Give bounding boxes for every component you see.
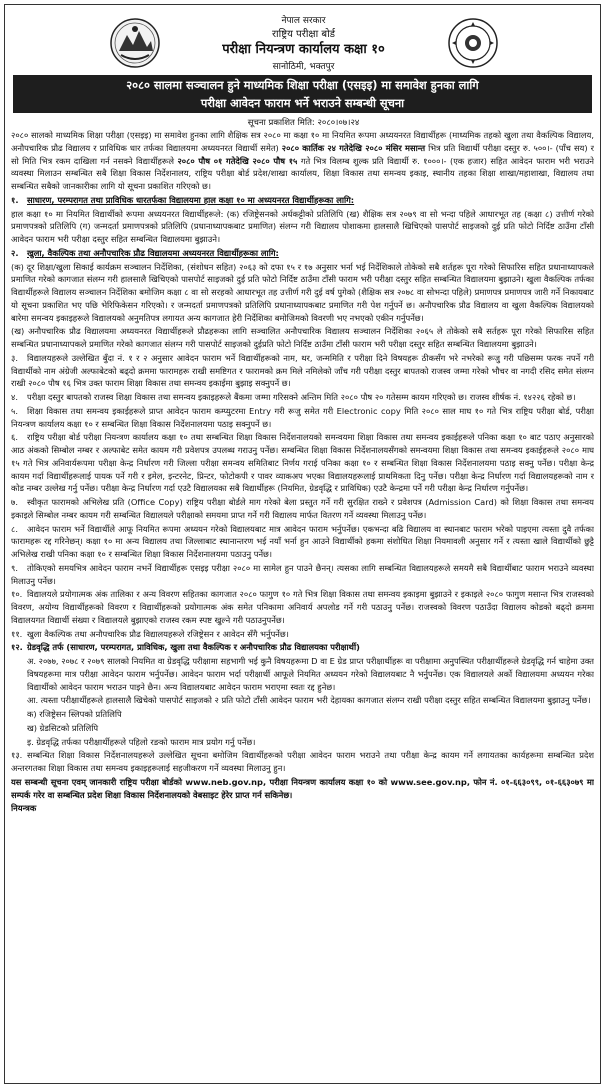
contact-info: यस सम्बन्धी सूचना एवम् जानकारी राष्ट्रिय परीक्षा बोर्डको www.neb.gov.np, परीक्षा नियन्त्रण कार्यालय कक्षा १० को www.see.gov.np, फोन नं. ०१-६६३०९९, ०१-६६३०७९ मा सम्पर्क गरेर वा सम्बन्धित प्रदेश शिक्षा विकास निर्देशनालयको वेबसाइट हेरेर प्राप्त गर्न सकिनेछ। bbox=[11, 776, 594, 800]
grade-a: अ. २०७७, २०७८ र २०७९ सालको नियमित वा ग्रेडवृद्धि परीक्षामा सहभागी भई कुनै विषयहरूमा D वा E ग्रेड प्राप्त परीक्षार्थीहरू वा परीक्षामा अनुपस्थित परीक्षार्थीहरूले ग्रेडवृद्धि गर्न चाहेमा उक्त विषयहरूमा मात्र परीक्षा आवेदन फाराम भर्नुपर्नेछ। आवेदन फाराम भर्दा परीक्षार्थी आफूले नियमित अध्ययन गरेको विद्यालयबाट नै भर्नुपर्नेछ। एक विद्यालयले अर्को विद्यालयमा अध्ययन गरेका विद्यार्थीको आवेदन फाराम भराउन पाइने छैन। अन्य विद्यालयबाट आवेदन फाराम भराएमा स्वतः रद्द हुनेछ। bbox=[27, 656, 594, 692]
item-6: ६. राष्ट्रिय परीक्षा बोर्ड परीक्षा नियन्त्रण कार्यालय कक्षा १० तथा सम्बन्धित शिक्षा विकास निर्देशनालयको समन्वयमा शिक्षा विकास तथा समन्वय इकाईहरूले पनिका कक्षा १० बाट पठाए अनुसारको आठ अंकको सिम्बोल नम्बर र अल्फाबेट समेत कायम गरी प्रवेशपत्र उपलब्ध गराउनु पर्नेछ। सम्बन्धित शिक्षा विकास निर्देशनालयसँगको समन्वयमा शिक्षा विकास तथा समन्वय इकाईहरूले २०८० माघ १५ गते भित्र अनिवार्यरूपमा परीक्षा केन्द्र निर्धारण गरी जिल्ला परीक्षा समन्वय समितिबाट निर्णय गराई पनिका कक्षा १० र सम्बन्धित शिक्षा विकास निर्देशनालयमा पठाइ सक्नु पर्नेछ। परीक्षा केन्द्र कायम गर्दा विद्यार्थीहरूलाई पायक पर्ने गरी र इमेल, इन्टरनेट, प्रिन्टर, फोटोकपी र पावर व्याकअप भएका विद्यालयहरूलाई प्राथमिकता दिनु पर्नेछ। परीक्षा केन्द्र निर्धारण गर्दा विद्यालयहरूको नाम र कोड नम्बर उल्लेख गर्नु पर्नेछ। परीक्षा केन्द्र निर्धारण गर्दा एउटै विद्यालयका सबै विद्यार्थीहरू (नियमित, ग्रेडवृद्धि र प्राविधिक) एउटै केन्द्रमा पर्ने गरी परीक्षा केन्द्र निर्धारण गर्नुपर्नेछ। bbox=[11, 432, 594, 494]
title-line-1: २०८० सालमा सञ्चालन हुने माध्यमिक शिक्षा परीक्षा (एसइइ) मा समावेश हुनका लागि bbox=[126, 78, 479, 92]
notice-title-banner bbox=[13, 75, 592, 113]
grade-i: इ. ग्रेडवृद्धि तर्फका परीक्षार्थीहरूले पहिलो रङको फाराम मात्र प्रयोग गर्नु पर्नेछ। bbox=[27, 736, 256, 747]
item-7: ७. स्वीकृत फारामको अभिलेख प्रति (Office Copy) राष्ट्रिय परीक्षा बोर्डले माग गरेको बेला प्रस्तुत गर्ने गरी सुरक्षित राख्ने र प्रवेशपत्र (Admission Card) को शिक्षा विकास तथा समन्वय इकाइले सिम्बोल नम्बर कायम गरी सम्बन्धित विद्यालयले परीक्षाको समयमा प्राप्त गर्ने गरी विद्यालय मार्फत वितरण गर्ने व्यवस्था मिलाउनु पर्नेछ। bbox=[11, 497, 594, 520]
notice-frame bbox=[4, 4, 601, 1084]
item-12: १२. ग्रेडवृद्धि तर्फ (साधारण, परम्परागत, प्राविधिक, खुला तथा वैकल्पिक र अनौपचारिक प्रौढ विद्यालयका परीक्षार्थी) bbox=[11, 642, 360, 653]
office-name: परीक्षा नियन्त्रण कार्यालय कक्षा १० bbox=[222, 42, 385, 57]
grade-ka: क) रजिष्ट्रेसन स्लिपको प्रतिलिपि bbox=[27, 709, 122, 719]
intro-paragraph: २०८० सालको माध्यमिक शिक्षा परीक्षा (एसइइ) मा समावेश हुनका लागि शैक्षिक सत्र २०८० मा कक्षा १० मा नियमित रूपमा अध्ययनरत विद्यार्थीहरू (माध्यमिक तहको खुला तथा वैकल्पिक विद्यालय, अनौपचारिक प्रौढ विद्यालय र प्राविधिक धार तर्फका विद्यालयमा अध्ययनरत विद्यार्थी समेत) २०८० कार्तिक २४ गतेदेखि २०८० मंसिर मसान्त भित्र प्रति विद्यार्थी परीक्षा दस्तुर रु. ५००।- (पाँच सय) र सो मिति भित्र रकम दाखिला गर्न नसक्ने विद्यार्थीहरूले २०८० पौष ०१ गतेदेखि २०८० पौष १५ गते भित्र विलम्ब शुल्क प्रति विद्यार्थी रु. १०००।- (एक हजार) सहित आवेदन फाराम भरी भराउने व्यवस्था मिलाउन सम्बन्धित सबै शिक्षा विकास निर्देशनालय, राष्ट्रिय परीक्षा बोर्ड प्रदेश/शाखा कार्यालय, शिक्षा विकास तथा समन्वय इकाइ, स्थानीय तहका शिक्षा शाखा/महाशाखा, विद्यालय तथा सम्बन्धित सबैको जानकारीका लागि यो सूचना प्रकाशित गरिएको छ। bbox=[11, 130, 594, 191]
section-1-title: १. साधारण, परम्परागत तथा प्राविधिक धारतर्फका विद्यालयमा हाल कक्षा १० मा अध्ययनरत विद्यार्थीहरूका लागि: bbox=[11, 194, 355, 205]
government-name: नेपाल सरकार bbox=[281, 16, 326, 26]
notice-body bbox=[11, 129, 594, 816]
office-location: सानोठिमी, भक्तपुर bbox=[272, 62, 335, 72]
published-date: सूचना प्रकाशित मिति: २०८०।०७।२४ bbox=[247, 118, 360, 128]
item-10: १०. विद्यालयले प्रयोगात्मक अंक तालिका र अन्य विवरण सहितका कागजात २०८० फागुण १० गते भित्र शिक्षा विकास तथा समन्वय इकाइमा बुझाउने र इकाइले २०८० फागुण मसान्त भित्र राजस्वको विवरण, अयोग्य विद्यार्थीहरूको विवरण र विद्यार्थीहरूको प्रयोगात्मक अंक समेत पनिकामा अनिवार्य अपलोड गर्ने गरी पठाउनु पर्नेछ। राजस्वको विवरण पठाउँदा विद्यालय कोडको बढ्दो क्रममा विद्यालयगत विद्यार्थी संख्या र विद्यालयले बुझाएको राजस्व रकम स्पष्ट खुल्ने गरी पठाउनुपर्नेछ। bbox=[11, 589, 594, 625]
section-1-text: हाल कक्षा १० मा नियमित विद्यार्थीको रूपमा अध्ययनरत विद्यार्थीहरूले: (क) रजिष्ट्रेसनको अर्धकट्टीको प्रतिलिपि (ख) शैक्षिक सत्र २०७९ वा सो भन्दा पहिले आधारभूत तह (कक्षा ८) उत्तीर्ण गरेको प्रमाणपत्रको प्रतिलिपि (ग) जन्मदर्ता प्रमाणपत्रको प्रतिलिपि (प्रधानाध्यापकबाट प्रमाणित) संलग्न गरी विद्यालय पोशाकमा हालसालै खिचिएको पासपोर्ट साइजको दुई प्रति फोटो निर्दिष्ट ठाउँमा टाँसी आवेदन फाराम भरी परीक्षा दस्तुर सहित सम्बन्धित विद्यालयमा बुझाउने। bbox=[11, 208, 594, 244]
section-2-text-a: (क) दूर शिक्षा/खुला सिकाई कार्यक्रम सञ्चालन निर्देशिका, (संशोधन सहित) २०६३ को दफा १५ र १७ अनुसार भर्ना भई निर्देशिकाले तोकेको सबै शर्तहरू पूरा गरेको सिफारिस सहित प्रधानाध्यापकले प्रमाणित गरेको कागजात संलग्न गरी हालसालै खिचिएको पासपोर्ट साइजको दुई प्रति फोटो निर्दिष्ट ठाउँमा टाँसी फाराम भरी परीक्षा दस्तुर सहित सम्बन्धित विद्यालयमा बुझाउने। खुला वैकल्पिक तर्फका विद्यार्थीहरूले विद्यालय सञ्चालन निर्देशिका बमोजिम कक्षा ८ वा सो सरहको आधारभूत तह उत्तीर्ण गरी दुई वर्ष पुगेको (शैक्षिक सत्र २०७८ वा सोभन्दा पहिले) प्रमाणपत्र प्रमाणपत्र जारी गर्ने निकायबाट यो सूचना प्रकाशित भए पछि भेरिफिकेसन गरिएको। र जन्मदर्ता प्रमाणपत्रको प्रतिलिपि प्रधानाध्यापकबाट प्रमाणित गरी पेश गर्नुपर्ने छ। अनौपचारिक प्रौढ विद्यालय वा खुला वैकल्पिक विद्यालयको बारेमा समन्वय इकाइहरूले विद्यालयको अनुमतिपत्र लगायत अन्य कागजात हेरी निर्देशिका बमोजिमको विवरणी भए नभएको एकीन गर्नुपर्नेछ। bbox=[11, 261, 594, 323]
item-8: ८. आवेदन फाराम भर्ने विद्यार्थीले आफू नियमित रूपमा अध्ययन गरेको विद्यालयबाट मात्र आवेदन फाराम भर्नुपर्नेछ। एकभन्दा बढि विद्यालय वा स्थानबाट फाराम भरेको पाइएमा त्यस्ता दुवै तर्फका फारामहरू रद्द गरिनेछन्। कक्षा १० मा अन्य विद्यालय तथा जिल्लाबाट स्थानान्तरण भई नयाँ भर्ना हुन आउने विद्यार्थीको हकमा संशोधित शिक्षा नियमावली अनुसार गर्ने र त्यस्ता खाले विद्यार्थीको छुट्टै अभिलेख राखी पनिका कक्षा १० र सम्बन्धित शिक्षा विकास निर्देशनालयमा पठाउनु पर्नेछ। bbox=[11, 523, 594, 559]
grade-aa: आ. त्यस्ता परीक्षार्थीहरूले हालसालै खिचेको पासपोर्ट साइजको २ प्रति फोटो टाँसी आवेदन फाराम भरी देहायका कागजात संलग्न राखी परीक्षा दस्तुर सहित सम्बन्धित विद्यालयमा बुझाउनु पर्नेछ। bbox=[27, 695, 591, 706]
item-9: ९. तोकिएको समयभित्र आवेदन फाराम नभर्ने विद्यार्थीहरू एसइइ परीक्षा २०८० मा सामेल हुन पाउने छैनन्। त्यसका लागि सम्बन्धित विद्यालयहरूले समयमै सबै विद्यार्थीबाट फाराम भराउने व्यवस्था मिलाउनु पर्नेछ। bbox=[11, 562, 594, 586]
section-2-text-b: (ख) अनौपचारिक प्रौढ विद्यालयमा अध्ययनरत विद्यार्थीहरूले प्रौढहरूका लागि सञ्चालित अनौपचारिक विद्यालय सञ्चालन निर्देशिका २०६५ ले तोकेको सबै सर्तहरू पूरा गरेको सिफारिस सहित सम्बन्धित प्रधानाध्यापकले प्रमाणित गरेको कागजात संलग्न गरी पासपोर्ट साइजको दुईप्रति फोटो निर्दिष्ट ठाउँमा टाँसी फाराम भरी परीक्षा दस्तुर सहित सम्बन्धित विद्यालयमा बुझाउने। bbox=[11, 326, 594, 349]
item-4: ४. परीक्षा दस्तुर बापतको राजस्व शिक्षा विकास तथा समन्वय इकाइहरूले बैंकमा जम्मा गरिसक्ने अन्तिम मिति २०८० पौष २० गतेसम्म कायम गरिएको छ। राजस्व शीर्षक नं. १४२२६ रहेको छ। bbox=[11, 392, 576, 402]
header bbox=[5, 5, 602, 71]
item-13: १३. सम्बन्धित शिक्षा विकास निर्देशनालयहरूले उल्लेखित सूचना बमोजिम विद्यार्थीहरूको परीक्षा आवेदन फाराम भराउने तथा परीक्षा केन्द्र कायम गर्ने लगायतका कार्यहरूमा सम्बन्धित प्रदेश अन्तरगतका शिक्षा विकास तथा समन्वय इकाइहरूलाई सहजीकरण गर्ने व्यवस्था मिलाउनु हुन। bbox=[11, 750, 594, 773]
grade-kha: ख) ग्रेडसिटको प्रतिलिपि bbox=[27, 722, 99, 733]
title-line-2: परीक्षा आवेदन फाराम भर्ने भराउने सम्बन्धी सूचना bbox=[200, 96, 405, 110]
item-11: ११. खुला वैकल्पिक तथा अनौपचारिक प्रौढ विद्यालयहरूले रजिष्ट्रेसन र आवेदन सँगै भर्नुपर्नेछ। bbox=[11, 628, 289, 639]
signature: नियन्त्रक bbox=[11, 803, 37, 814]
board-seal-icon bbox=[447, 17, 499, 69]
item-3: ३. विद्यालयहरूले उल्लेखित बुँदा नं. १ र २ अनुसार आवेदन फाराम भर्ने विद्यार्थीहरूको नाम, थर, जन्ममिति र परीक्षा दिने विषयहरू ठीकसँग भरे नभरेको रूजु गरी पछिसम्म फरक नपर्ने गरी विद्यार्थीको नाम अंग्रेजी अल्फाबेटको बढ्दो क्रममा फारामहरू राखी समष्टिगत र फारामको क्रम मिले नमिलेको जाँच गरी परीक्षा दस्तुर बापतको राजस्व जम्मा गरेको भौचर वा नगदी रसिद समेत संलग्न राखी २०८० पौष १६ भित्र उक्त फाराम शिक्षा विकास तथा समन्वय इकाईमा बुझाइ सक्नुपर्ने छ। bbox=[11, 352, 594, 389]
item-5: ५. शिक्षा विकास तथा समन्वय इकाईहरूले प्राप्त आवेदन फाराम कम्प्युटरमा Entry गरी रूजु समेत गरी Electronic copy मिति २०८० साल माघ १० गते भित्र राष्ट्रिय परीक्षा बोर्ड, परीक्षा नियन्त्रण कार्यालय कक्षा १० र सम्बन्धित शिक्षा विकास निर्देशनालयमा पठाइ सक्नुपर्ने छ। bbox=[11, 405, 594, 429]
board-name: राष्ट्रिय परीक्षा बोर्ड bbox=[271, 29, 336, 40]
section-2-title: २. खुला, वैकल्पिक तथा अनौपचारिक प्रौढ विद्यालयमा अध्ययनरत विद्यार्थीहरूका लागि: bbox=[11, 247, 279, 258]
